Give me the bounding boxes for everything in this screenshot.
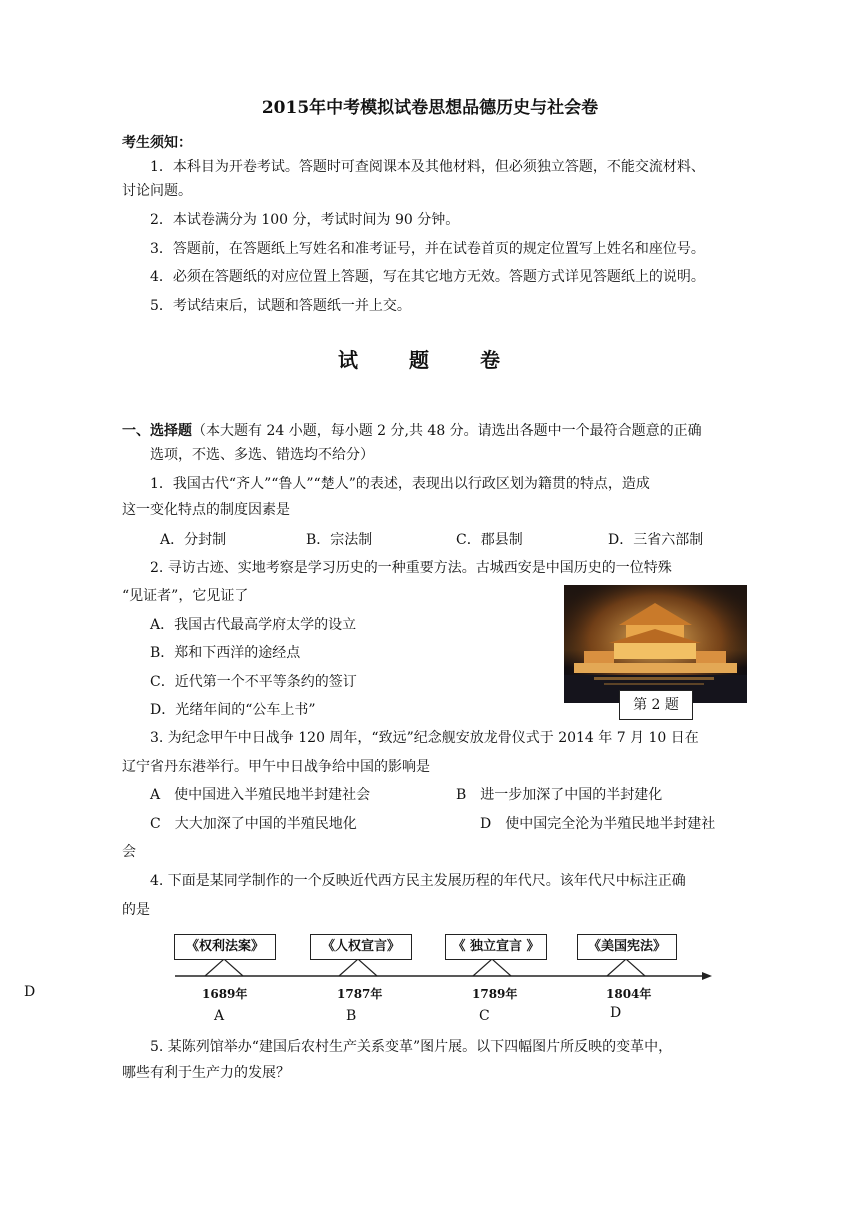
notice-item: 5．考试结束后，试题和答题纸一并上交。 — [150, 298, 411, 314]
q1-option-c: C．郡县制 — [456, 532, 523, 548]
q3-stem-cont: 辽宁省丹东港举行。甲午中日战争给中国的影响是 — [122, 759, 430, 775]
q3-option-b: B 进一步加深了中国的半封建化 — [456, 787, 663, 803]
timeline-doc: 《美国宪法》 — [577, 934, 677, 960]
timeline-year: 1689年 — [202, 987, 248, 1001]
timeline-letter: C — [479, 1008, 490, 1024]
part1-label: 一、选择题 — [122, 423, 192, 439]
timeline-year: 1789年 — [472, 987, 518, 1001]
notice-item: 1．本科目为开卷考试。答题时可查阅课本及其他材料，但必须独立答题，不能交流材料、 — [150, 159, 705, 175]
timeline-year: 1787年 — [337, 987, 383, 1001]
timeline-letter: D — [610, 1005, 622, 1021]
q2-option-c: C．近代第一个不平等条约的签订 — [150, 674, 357, 690]
timeline-letter: A — [214, 1008, 225, 1024]
q2-stem: 2. 寻访古迹、实地考察是学习历史的一种重要方法。古城西安是中国历史的一位特殊 — [150, 560, 672, 576]
q2-option-d: D．光绪年间的“公车上书” — [150, 702, 316, 718]
section-title: 试 题 卷 — [338, 348, 522, 372]
q4-stem-cont: 的是 — [122, 902, 150, 918]
q1-stem-cont: 这一变化特点的制度因素是 — [122, 502, 290, 518]
answer-mark: D — [24, 984, 36, 1000]
notice-heading: 考生须知： — [122, 135, 192, 151]
timeline-marker — [473, 959, 511, 976]
timeline-doc: 《权利法案》 — [174, 934, 276, 960]
notice-item: 4．必须在答题纸的对应位置上答题，写在其它地方无效。答题方式详见答题纸上的说明。 — [150, 269, 705, 285]
timeline-doc: 《 独立宣言 》 — [445, 934, 547, 960]
q3-option-a: A 使中国进入半殖民地半封建社会 — [150, 787, 371, 803]
q1-stem: 1．我国古代“齐人”“鲁人”“楚人”的表述，表现出以行政区划为籍贯的特点，造成 — [150, 476, 650, 492]
timeline-doc: 《人权宣言》 — [310, 934, 412, 960]
q2-option-b: B．郑和下西洋的途经点 — [150, 645, 301, 661]
q3-stem: 3. 为纪念甲午中日战争 120 周年，“致远”纪念舰安放龙骨仪式于 2014 年 7 月 10 日在 — [150, 730, 699, 746]
notice-item: 2．本试卷满分为 100 分，考试时间为 90 分钟。 — [150, 212, 460, 228]
notice-item: 3．答题前，在答题纸上写姓名和准考证号，并在试卷首页的规定位置写上姓名和座位号。 — [150, 241, 705, 257]
q5-stem-cont: 哪些有利于生产力的发展？ — [122, 1065, 290, 1081]
timeline-marker — [339, 959, 377, 976]
q1-option-d: D．三省六部制 — [608, 532, 704, 548]
timeline-letter: B — [346, 1008, 357, 1024]
q4-stem: 4. 下面是某同学制作的一个反映近代西方民主发展历程的年代尺。该年代尺中标注正确 — [150, 873, 686, 889]
part1-intro-cont: 选项，不选、多选、错选均不给分） — [150, 447, 374, 463]
q5-stem: 5. 某陈列馆举办“建国后农村生产关系变革”图片展。以下四幅图片所反映的变革中， — [150, 1039, 673, 1055]
q1-option-b: B．宗法制 — [306, 532, 373, 548]
q2-option-a: A．我国古代最高学府太学的设立 — [150, 617, 357, 633]
notice-item: 讨论问题。 — [122, 183, 192, 199]
timeline-arrow — [702, 972, 712, 980]
part1-intro: （本大题有 24 小题，每小题 2 分,共 48 分。请选出各题中一个最符合题意的正确 — [192, 423, 702, 439]
photo-caption: 第 2 题 — [619, 690, 693, 720]
q3-option-d: D 使中国完全沦为半殖民地半封建社 — [480, 816, 716, 832]
page-title: 2015年中考模拟试卷思想品德历史与社会卷 — [261, 98, 599, 118]
timeline-marker — [607, 959, 645, 976]
timeline-marker — [205, 959, 243, 976]
q3-option-d-cont: 会 — [122, 844, 136, 860]
q2-stem-cont: “见证者”，它见证了 — [122, 588, 249, 604]
timeline-year: 1804年 — [606, 987, 652, 1001]
q3-option-c: C 大大加深了中国的半殖民地化 — [150, 816, 357, 832]
q1-option-a: A．分封制 — [160, 532, 227, 548]
